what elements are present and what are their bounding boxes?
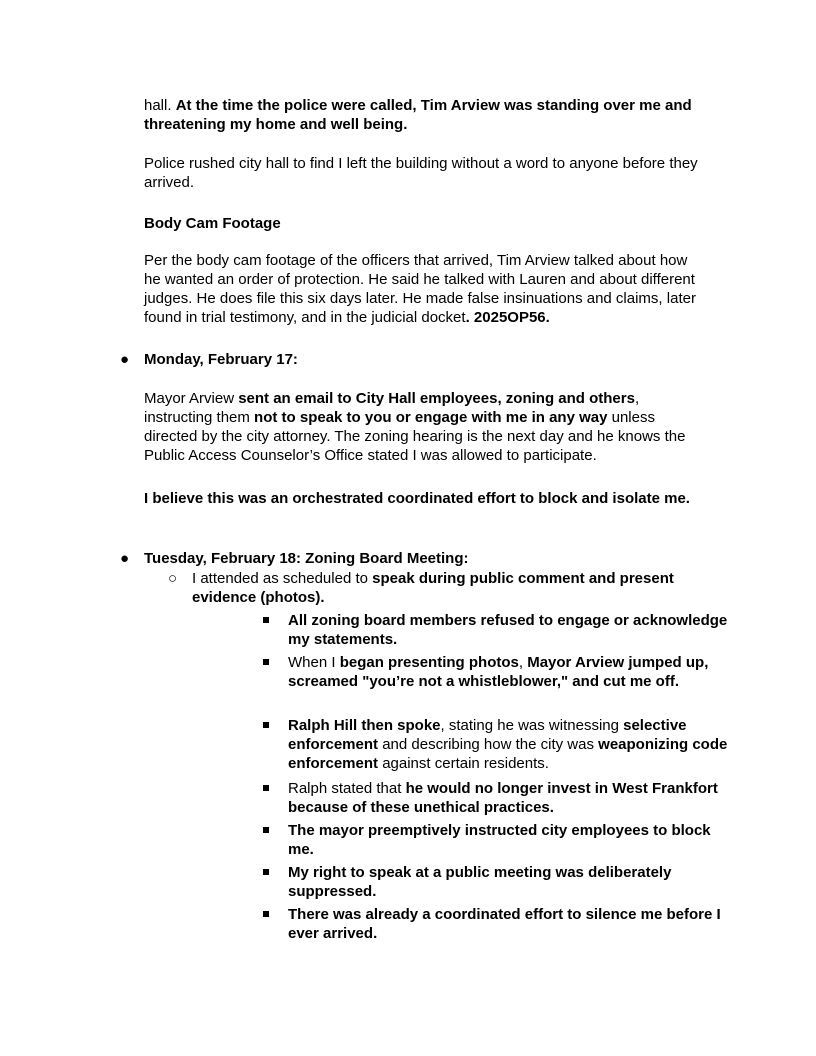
docket-number: . 2025OP56. — [465, 309, 550, 326]
bold-run: began presenting photos — [339, 654, 519, 671]
square-bullet-marker — [263, 617, 269, 623]
bold-run: selective enforcement — [288, 717, 687, 753]
bold-run: weaponizing code enforcement — [288, 736, 728, 772]
sub-bullet-marker: ○ — [168, 570, 178, 587]
paragraph-orchestrated-effort: I believe this was an orchestrated coordinated effort to block and isolate me. — [144, 490, 690, 507]
bold-run: speak during public comment and present evidence (photos). — [192, 570, 674, 606]
text-run: When I — [288, 654, 340, 671]
text-run: against certain residents. — [378, 755, 549, 772]
paragraph-text: Per the body cam footage of the officers that arrived, Tim Arview talked about how he wanted an order of protection. He said he talked with Lauren and about different judges. He does file this six days later. He made false insinuations and claims, later found in trial testimony, and in the judicial docket — [144, 252, 696, 326]
item-text — [288, 716, 728, 773]
text-run: Mayor Arview — [144, 390, 239, 407]
square-bullet-marker — [263, 827, 269, 833]
text-run: , stating he was witnessing — [440, 717, 624, 734]
paragraph-police-rushed: Police rushed city hall to find I left the building without a word to anyone before they arrived. — [144, 155, 698, 191]
paragraph-body-cam — [144, 251, 704, 327]
section-heading-body-cam: Body Cam Footage — [144, 215, 281, 232]
bold-run: Ralph Hill then spoke — [288, 717, 441, 734]
item-text: The mayor preemptively instructed city employees to block me. — [288, 822, 711, 858]
text-run: and describing how the city was — [378, 736, 599, 753]
text-run: , — [518, 654, 528, 671]
square-bullet-marker — [263, 911, 269, 917]
bold-run: Mayor Arview jumped up, screamed "you’re not a whistleblower," and cut me off. — [288, 654, 709, 690]
paragraph-police-called — [144, 96, 704, 134]
item-text: My right to speak at a public meeting was deliberately suppressed. — [288, 864, 672, 900]
bullet-label: Tuesday, February 18: Zoning Board Meeting: — [144, 550, 469, 567]
text-run: , instructing them — [144, 390, 640, 426]
item-text — [288, 653, 728, 691]
bold-run: he would no longer invest in West Frankfort because of these unethical practices. — [288, 780, 718, 816]
paragraph-lead: hall. — [144, 97, 176, 114]
sub-bullet-text — [192, 569, 712, 607]
text-run: I attended as scheduled to — [192, 570, 373, 587]
bullet-marker: ● — [120, 351, 130, 368]
paragraph-bold: At the time the police were called, Tim Arview was standing over me and threatening my home and well being. — [144, 97, 692, 133]
bullet-label: Monday, February 17: — [144, 351, 298, 368]
paragraph-mayor-email — [144, 389, 704, 465]
bold-run: sent an email to City Hall employees, zoning and others — [238, 390, 635, 407]
item-text: There was already a coordinated effort to silence me before I ever arrived. — [288, 906, 721, 942]
item-text: All zoning board members refused to engage or acknowledge my statements. — [288, 612, 728, 648]
square-bullet-marker — [263, 869, 269, 875]
text-run: unless directed by the city attorney. The zoning hearing is the next day and he knows the Public Access Counselor’s Office stated I was allowed to participate. — [144, 409, 686, 464]
square-bullet-marker — [263, 785, 269, 791]
bullet-marker: ● — [120, 550, 130, 567]
square-bullet-marker — [263, 722, 269, 728]
bold-run: not to speak to you or engage with me in any way — [254, 409, 608, 426]
item-text — [288, 779, 728, 817]
text-run: Ralph stated that — [288, 780, 406, 797]
square-bullet-marker — [263, 659, 269, 665]
